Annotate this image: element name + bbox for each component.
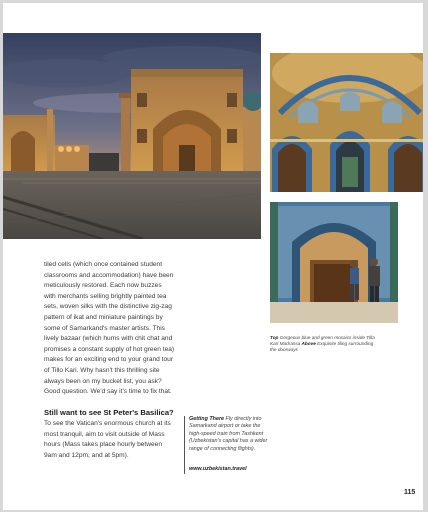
section-text: To see the Vatican's enormous church at its most tranquil, aim to visit outside of Mass hours (Mass takes place hourly between 9am and 12pm, and at 5pm). (44, 420, 171, 459)
caption-top-text: Gorgeous blue and green mosaics inside Tilla Kari Madrassa (270, 335, 375, 347)
caption-top-label: Top (270, 335, 279, 340)
getting-there-text: Fly directly into Samarkand airport or take the high-speed train from Tashkent (Uzbekistan's capital has a wider range of connecting flights). (189, 416, 268, 452)
section-heading: Still want to see St Peter's Basilica? (44, 408, 174, 417)
caption-above-label: Above (301, 341, 316, 347)
page-number: 115 (404, 489, 416, 496)
body-text: tiled cells (which once contained student classrooms and accommodation) have been meticulously restored. Each now buzzes with merchants selling brightly painted tea sets, woven silks with the distinctive zig-zag pattern of ikat and miniature paintings by some of Samarkand's master artists. This lively bazaar (which hums with chit chat and promises a constant supply of hot green tea) makes for an exciting end to your grand tour of Tillo Kari. Why hasn't this thrilling site always been on my bucket list, you ask? Good question. We'd say it's time to fix that. (44, 261, 175, 396)
doorway-tiling-photo (270, 202, 398, 323)
caption-above-text: Exquisite tiling surrounding the doorways (270, 341, 374, 353)
magazine-page (3, 3, 423, 510)
registan-photo (3, 33, 261, 239)
mosaic-interior-photo (270, 53, 423, 192)
website-link[interactable]: www.uzbekistan.travel (189, 466, 247, 472)
getting-there-label: Getting There (189, 416, 225, 422)
photo-caption (270, 335, 380, 354)
